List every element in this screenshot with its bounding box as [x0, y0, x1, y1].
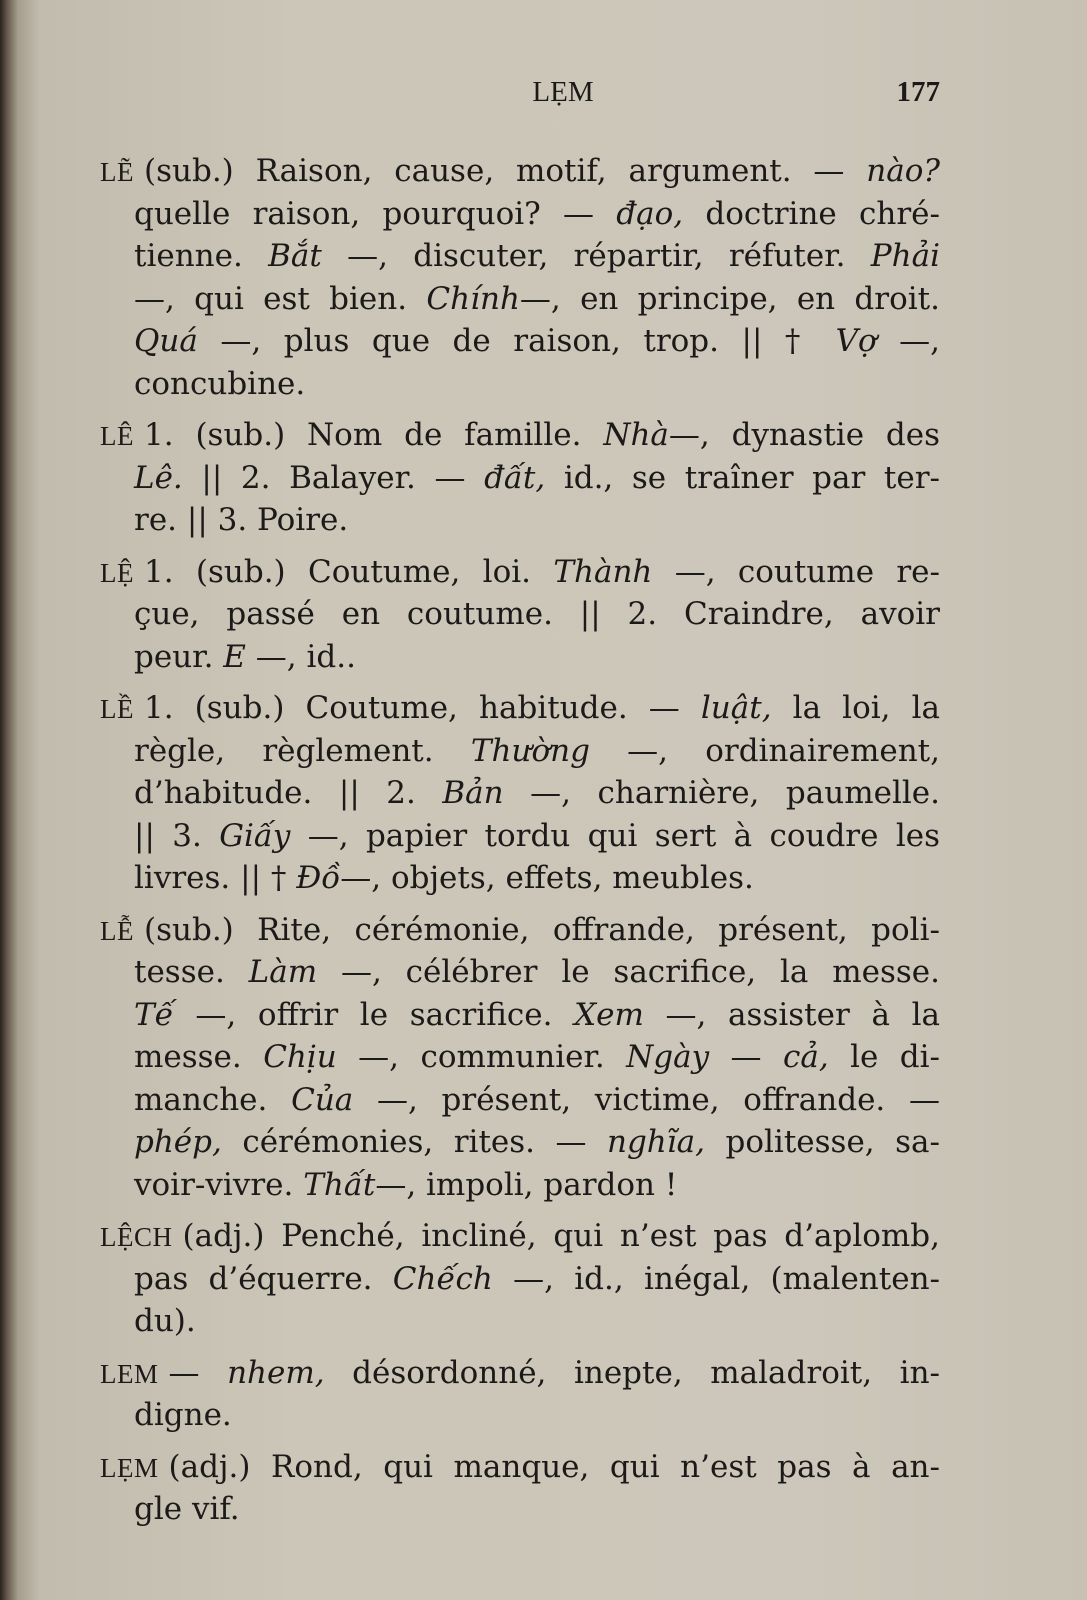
definition-text: le di-: [828, 1039, 940, 1075]
vietnamese-term: nghĩa,: [606, 1124, 706, 1160]
vietnamese-term: luật,: [700, 690, 772, 726]
definition-text: —, coutume re-: [652, 553, 940, 590]
definition-text: —, id..: [245, 638, 356, 675]
definition-text: (adj.) Penché, incliné, qui n’est pas d’aplomb,: [182, 1218, 940, 1254]
vietnamese-term: Thất: [303, 1166, 376, 1203]
entry-line: [100, 909, 940, 952]
vietnamese-term: Bắt: [268, 238, 322, 274]
dictionary-entry: [100, 1352, 940, 1437]
vietnamese-term: Chịu: [263, 1039, 337, 1075]
entry-line: [100, 1036, 940, 1079]
vietnamese-term: phép,: [134, 1124, 222, 1160]
vietnamese-term: Tế: [134, 996, 174, 1033]
definition-text: —, célébrer le sacrifice, la messe.: [317, 954, 940, 990]
entry-line: [100, 772, 940, 815]
dictionary-entry: [100, 909, 940, 1207]
headword: LẸM: [100, 1452, 159, 1483]
definition-text: pas d’équerre.: [134, 1260, 393, 1297]
definition-text: id., se traîner par ter-: [545, 459, 940, 496]
definition-text: politesse, sa-: [705, 1124, 940, 1160]
headword: LÊ: [100, 421, 134, 451]
vietnamese-term: nhem,: [227, 1354, 325, 1391]
entry-line: [100, 363, 940, 406]
definition-text: 1. (sub.) Nom de famille.: [144, 417, 604, 453]
definition-text: concubine.: [134, 365, 306, 402]
definition-text: —, présent, victime, offrande. —: [353, 1081, 940, 1118]
definition-text: manche.: [134, 1081, 292, 1118]
entry-line: [100, 499, 940, 542]
definition-text: —, id., inégal, (malenten-: [492, 1260, 941, 1297]
definition-text: —, ordinairement,: [589, 732, 940, 769]
entry-line: [100, 1394, 940, 1437]
vietnamese-term: Nhà: [603, 417, 669, 453]
definition-text: règle, règlement.: [134, 732, 471, 769]
headword: LỆ: [100, 557, 134, 588]
definition-text: livres. || †: [134, 860, 297, 896]
vietnamese-term: Lê.: [134, 459, 183, 496]
definition-text: —, qui est bien.: [134, 280, 427, 317]
page-header: [100, 76, 940, 116]
definition-text: voir-vivre.: [134, 1166, 304, 1203]
entry-line: [100, 815, 940, 858]
entry-line: [100, 730, 940, 773]
vietnamese-term: nào?: [866, 153, 940, 189]
entry-line: [100, 320, 940, 363]
vietnamese-term: Thường: [470, 732, 590, 769]
vietnamese-term: cả,: [782, 1039, 829, 1075]
definition-text: la loi, la: [771, 690, 940, 726]
entry-line: [100, 857, 940, 900]
definition-text: digne.: [134, 1397, 232, 1433]
entry-line: [100, 414, 940, 457]
definition-text: —: [709, 1039, 783, 1075]
entry-line: [100, 551, 940, 594]
entry-line: [100, 457, 940, 500]
entry-line: [100, 1258, 940, 1301]
definition-text: —, dynastie des: [668, 417, 940, 453]
definition-text: çue, passé en coutume. || 2. Craindre, avoir: [134, 596, 940, 632]
definition-text: tienne.: [134, 238, 269, 274]
page-number: 177: [896, 76, 940, 108]
definition-text: —, discuter, répartir, réfuter.: [321, 238, 871, 274]
entry-line: [100, 1488, 940, 1531]
headword: LỀ: [100, 694, 134, 724]
dictionary-entry: [100, 687, 940, 900]
entry-line: [100, 687, 940, 730]
headword: LỆCH: [100, 1222, 173, 1252]
vietnamese-term: Giấy: [219, 817, 291, 854]
definition-text: désordonné, inepte, maladroit, in-: [324, 1354, 941, 1391]
vietnamese-term: Vợ: [835, 323, 877, 359]
dictionary-entries: [100, 150, 940, 1540]
vietnamese-term: Chính: [426, 280, 520, 317]
entry-line: [100, 1446, 940, 1489]
dictionary-entry: [100, 551, 940, 679]
definition-text: du).: [134, 1303, 196, 1339]
definition-text: —: [168, 1354, 228, 1391]
entry-line: [100, 1121, 940, 1164]
definition-text: tesse.: [134, 954, 249, 990]
entry-line: [100, 150, 940, 193]
definition-text: —, en principe, en droit.: [519, 280, 940, 317]
vietnamese-term: Thành: [553, 553, 653, 590]
vietnamese-term: E: [223, 638, 246, 675]
definition-text: —, impoli, pardon !: [375, 1166, 678, 1203]
entry-line: [100, 593, 940, 636]
definition-text: (adj.) Rond, qui manque, qui n’est pas à an-: [168, 1448, 940, 1485]
definition-text: (sub.) Raison, cause, motif, argument. —: [144, 153, 867, 189]
definition-text: d’habitude. || 2.: [134, 775, 443, 811]
definition-text: re. || 3. Poire.: [134, 502, 349, 538]
entry-line: [100, 636, 940, 679]
definition-text: cérémonies, rites. —: [221, 1124, 607, 1160]
definition-text: 1. (sub.) Coutume, habitude. —: [144, 690, 701, 726]
definition-text: —, papier tordu qui sert à coudre les: [290, 817, 940, 854]
vietnamese-term: Của: [291, 1081, 354, 1118]
definition-text: 1. (sub.) Coutume, loi.: [144, 553, 554, 590]
entry-line: [100, 951, 940, 994]
definition-text: || 3.: [134, 817, 220, 854]
definition-text: —,: [876, 323, 940, 359]
definition-text: || 2. Balayer. —: [182, 459, 485, 496]
entry-line: [100, 1352, 940, 1395]
vietnamese-term: Quá: [134, 323, 198, 359]
vietnamese-term: Bản: [442, 775, 504, 811]
vietnamese-term: Làm: [248, 954, 318, 990]
definition-text: doctrine chré-: [683, 195, 941, 232]
headword: LEM: [100, 1358, 159, 1389]
definition-text: gle vif.: [134, 1491, 240, 1527]
vietnamese-term: Phải: [870, 238, 941, 274]
entry-line: [100, 1164, 940, 1207]
definition-text: —, offrir le sacrifice.: [173, 996, 575, 1033]
dictionary-entry: [100, 150, 940, 405]
entry-line: [100, 278, 940, 321]
entry-line: [100, 1300, 940, 1343]
entry-line: [100, 235, 940, 278]
definition-text: messe.: [134, 1039, 264, 1075]
entry-line: [100, 1079, 940, 1122]
dictionary-entry: [100, 414, 940, 542]
definition-text: —, charnière, paumelle.: [503, 775, 940, 811]
dictionary-entry: [100, 1446, 940, 1531]
headword: LỄ: [100, 915, 134, 946]
headword: LẼ: [100, 157, 134, 187]
vietnamese-term: Chếch: [392, 1260, 493, 1297]
dictionary-entry: [100, 1215, 940, 1343]
vietnamese-term: Ngày: [626, 1039, 710, 1075]
definition-text: —, assister à la: [643, 996, 940, 1033]
vietnamese-term: Đồ: [296, 860, 341, 896]
definition-text: —, communier.: [336, 1039, 627, 1075]
running-head: LẸM: [532, 76, 594, 108]
vietnamese-term: đạo,: [616, 195, 684, 232]
definition-text: —, plus que de raison, trop. || †: [197, 323, 836, 359]
definition-text: quelle raison, pourquoi? —: [134, 195, 617, 232]
entry-line: [100, 994, 940, 1037]
entry-line: [100, 193, 940, 236]
entry-line: [100, 1215, 940, 1258]
definition-text: (sub.) Rite, cérémonie, offrande, présent, poli-: [144, 911, 940, 948]
definition-text: peur.: [134, 638, 224, 675]
vietnamese-term: đất,: [484, 459, 546, 496]
vietnamese-term: Xem: [574, 996, 644, 1033]
definition-text: —, objets, effets, meubles.: [340, 860, 754, 896]
